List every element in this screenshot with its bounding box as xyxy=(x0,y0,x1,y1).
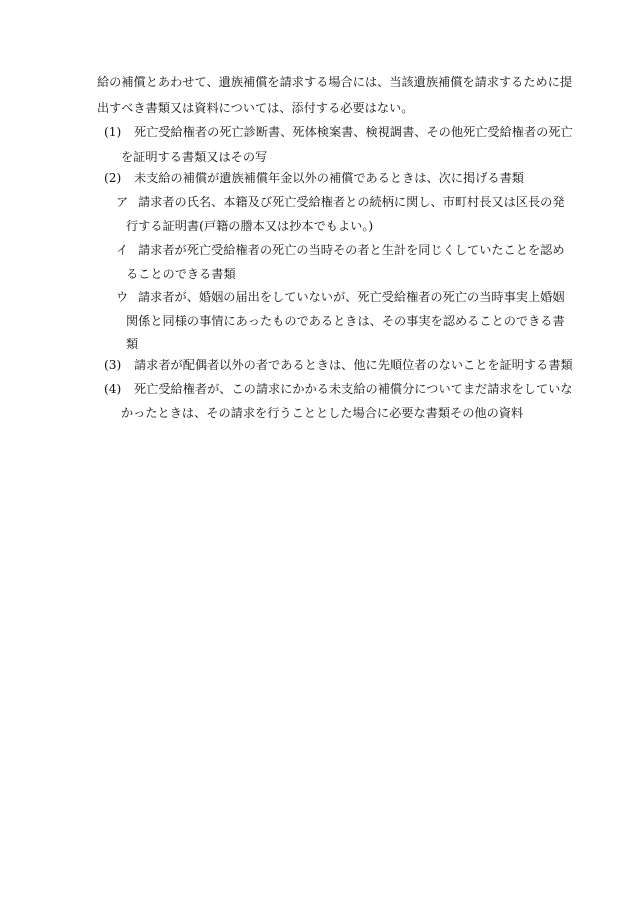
intro-line-2: 出すべき書類又は資料については、添付する必要はない。 xyxy=(97,101,414,115)
subitem-a-mark: ア xyxy=(116,195,129,209)
subitem-u-mark: ウ xyxy=(116,290,129,304)
intro-line-1: 給の補償とあわせて、遺族補償を請求する場合には、当該遺族補償を請求するために提 xyxy=(97,75,573,89)
subitem-u-line-3: 類 xyxy=(126,337,139,351)
item-4-line-1: 死亡受給権者が、この請求にかかる未支給の補償分についてまだ請求をしていな xyxy=(134,382,573,396)
subitem-i-line-1: 請求者が死亡受給権者の死亡の当時その者と生計を同じくしていたことを認め xyxy=(138,243,565,257)
item-1-line-1: 死亡受給権者の死亡診断書、死体検案書、検視調書、その他死亡受給権者の死亡 xyxy=(134,125,573,139)
item-3-line-1: 請求者が配偶者以外の者であるときは、他に先順位者のないことを証明する書類 xyxy=(134,358,573,372)
item-2-line-1: 未支給の補償が遺族補償年金以外の補償であるときは、次に掲げる書類 xyxy=(134,171,524,185)
subitem-a-line-1: 請求者の氏名、本籍及び死亡受給権者との続柄に関し、市町村長又は区長の発 xyxy=(138,195,565,209)
item-4-line-2: かったときは、その請求を行うこととした場合に必要な書類その他の資料 xyxy=(121,406,524,420)
subitem-i-mark: イ xyxy=(116,243,129,257)
item-4-number: (4) xyxy=(104,382,122,396)
subitem-u-line-1: 請求者が、婚姻の届出をしていないが、死亡受給権者の死亡の当時事実上婚姻 xyxy=(138,290,565,304)
item-1-line-2: を証明する書類又はその写 xyxy=(121,150,268,164)
subitem-i-line-2: ることのできる書類 xyxy=(126,267,236,281)
item-2-number: (2) xyxy=(104,171,122,185)
item-3-number: (3) xyxy=(104,358,122,372)
subitem-u-line-2: 関係と同様の事情にあったものであるときは、その事実を認めることのできる書 xyxy=(126,314,565,328)
subitem-a-line-2: 行する証明書(戸籍の謄本又は抄本でもよい。) xyxy=(126,219,374,233)
item-1-number: (1) xyxy=(104,125,122,139)
